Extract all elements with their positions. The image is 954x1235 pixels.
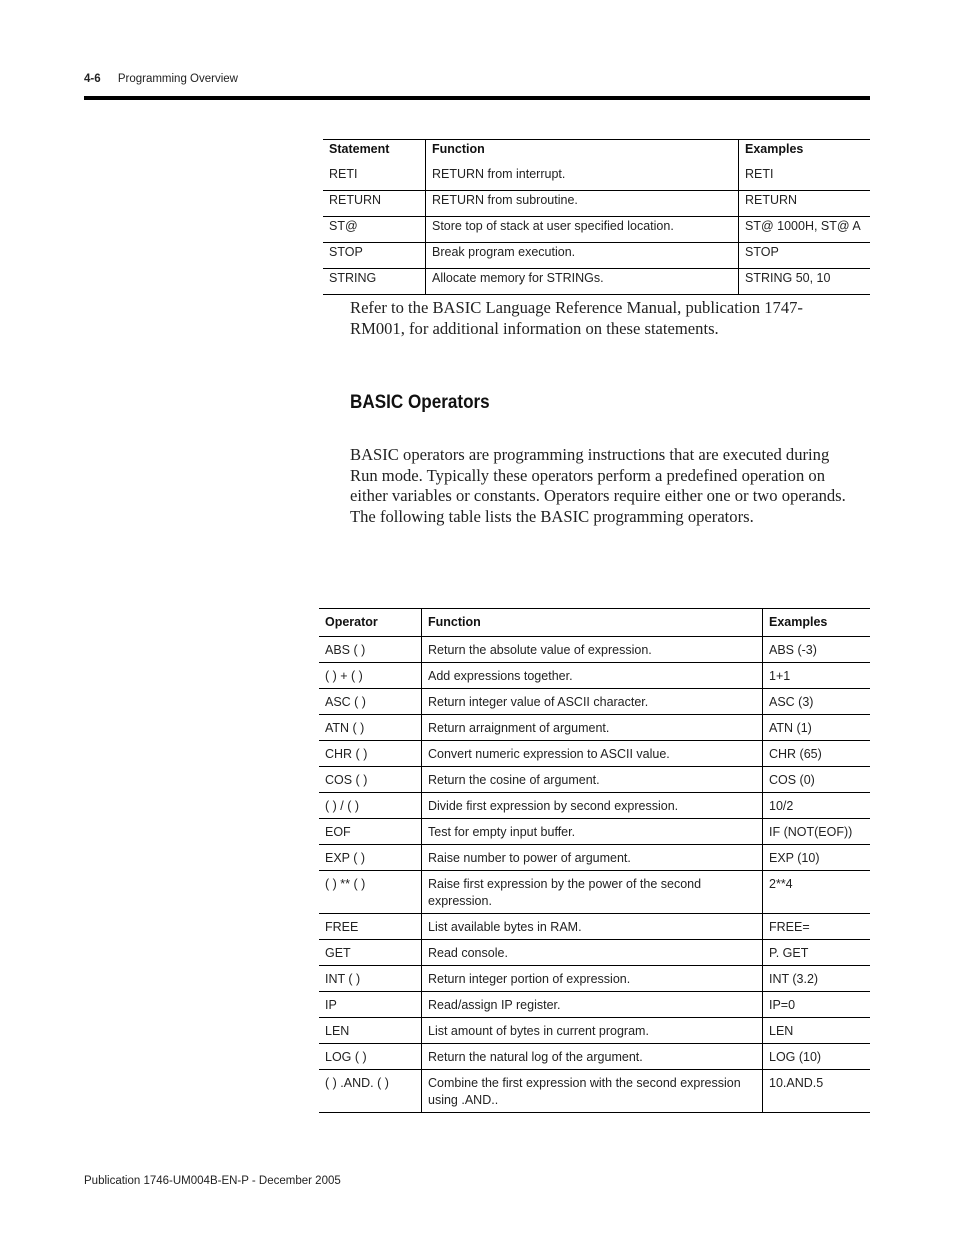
table-cell: IF (NOT(EOF)) (763, 819, 871, 845)
table-cell: Divide first expression by second expression. (422, 793, 763, 819)
table-cell: List amount of bytes in current program. (422, 1018, 763, 1044)
table-row (319, 966, 870, 992)
table-cell: ST@ (323, 217, 426, 243)
table-cell: ATN ( ) (319, 715, 422, 741)
table-cell: Combine the first expression with the second expression using .AND.. (422, 1070, 763, 1113)
page-number: 4-6 (84, 73, 101, 85)
table-cell: 10.AND.5 (763, 1070, 871, 1113)
table-cell: IP=0 (763, 992, 871, 1018)
table-header-row (323, 140, 870, 166)
table-cell: 10/2 (763, 793, 871, 819)
column-header: Function (426, 140, 739, 166)
table-cell: STRING (323, 269, 426, 295)
table-cell: INT ( ) (319, 966, 422, 992)
table-cell: IP (319, 992, 422, 1018)
table-cell: STRING 50, 10 (739, 269, 871, 295)
table-cell: Test for empty input buffer. (422, 819, 763, 845)
table-cell: LEN (763, 1018, 871, 1044)
table-cell: STOP (323, 243, 426, 269)
header-rule (84, 96, 870, 100)
header-section-title: Programming Overview (117, 73, 238, 85)
table-cell: Return the natural log of the argument. (422, 1044, 763, 1070)
table-cell: GET (319, 940, 422, 966)
table-row (319, 741, 870, 767)
table-cell: RETURN (739, 191, 871, 217)
operators-paragraph: BASIC operators are programming instructions that are executed during Run mode. Typically these operators perform a predefined operation on either variables or constants. Operators require either one or two operands. The following table lists the BASIC programming operators. (350, 445, 846, 526)
table-cell: EXP ( ) (319, 845, 422, 871)
table-cell: COS (0) (763, 767, 871, 793)
table-cell: Add expressions together. (422, 663, 763, 689)
table-cell: ATN (1) (763, 715, 871, 741)
table-cell: RETURN (323, 191, 426, 217)
table-cell: Break program execution. (426, 243, 739, 269)
table-cell: LOG (10) (763, 1044, 871, 1070)
table-cell: RETURN from interrupt. (426, 165, 739, 191)
table-row (319, 819, 870, 845)
table-row (323, 217, 870, 243)
table-cell: ABS ( ) (325, 643, 366, 657)
table-cell: RETI (329, 167, 358, 181)
table-row (319, 1070, 870, 1113)
table-row (319, 1018, 870, 1044)
operators-table (319, 608, 870, 1113)
table-row (323, 165, 870, 191)
page-footer: Publication 1746-UM004B-EN-P - December 2005 (84, 1175, 341, 1187)
table-cell: ST@ 1000H, ST@ A (739, 217, 871, 243)
table-row (319, 663, 870, 689)
table-cell: Return arraignment of argument. (422, 715, 763, 741)
table-header-row (319, 609, 870, 637)
table-row (319, 715, 870, 741)
table-cell: Return the cosine of argument. (422, 767, 763, 793)
statements-table (323, 139, 870, 295)
table-cell: P. GET (763, 940, 871, 966)
table-cell: ASC (3) (763, 689, 871, 715)
table-row (319, 689, 870, 715)
table-cell: INT (3.2) (763, 966, 871, 992)
table-row (319, 793, 870, 819)
table-cell: CHR (65) (763, 741, 871, 767)
column-header: Examples (763, 609, 871, 637)
table-cell: ( ) .AND. ( ) (319, 1070, 422, 1113)
column-header: Examples (739, 140, 871, 166)
table-cell: ( ) + ( ) (319, 663, 422, 689)
table-cell: 2**4 (763, 871, 871, 914)
table-cell: LEN (319, 1018, 422, 1044)
table-row (319, 871, 870, 914)
table-cell: RETURN from subroutine. (426, 191, 739, 217)
table-row (319, 992, 870, 1018)
table-cell: FREE= (763, 914, 871, 940)
table-cell: Raise first expression by the power of the second expression. (422, 871, 763, 914)
table-cell: Allocate memory for STRINGs. (426, 269, 739, 295)
table-cell: STOP (739, 243, 871, 269)
table-cell: Read/assign IP register. (422, 992, 763, 1018)
table-row (323, 191, 870, 217)
table-cell: Return integer value of ASCII character. (422, 689, 763, 715)
table-cell: List available bytes in RAM. (422, 914, 763, 940)
table-cell: EOF (319, 819, 422, 845)
table-row (319, 637, 870, 663)
table-cell: LOG ( ) (319, 1044, 422, 1070)
table-row (319, 845, 870, 871)
table-cell: COS ( ) (319, 767, 422, 793)
table-row (319, 940, 870, 966)
table-cell: EXP (10) (763, 845, 871, 871)
table-cell: 1+1 (763, 663, 871, 689)
table-row (323, 243, 870, 269)
table-cell: Convert numeric expression to ASCII value. (422, 741, 763, 767)
column-header: Statement (329, 142, 390, 156)
table-cell: Return integer portion of expression. (422, 966, 763, 992)
reference-paragraph: Refer to the BASIC Language Reference Manual, publication 1747-RM001, for additional information on these statements. (350, 298, 803, 338)
table-cell: ( ) / ( ) (319, 793, 422, 819)
table-row (319, 914, 870, 940)
column-header: Operator (319, 609, 422, 637)
table-cell: Return the absolute value of expression. (422, 637, 763, 663)
table-cell: ASC ( ) (319, 689, 422, 715)
table-row (319, 767, 870, 793)
table-cell: Raise number to power of argument. (422, 845, 763, 871)
table-cell: FREE (319, 914, 422, 940)
page-header (84, 73, 238, 85)
table-cell: ABS (-3) (763, 637, 871, 663)
table-cell: ( ) ** ( ) (319, 871, 422, 914)
table-row (319, 1044, 870, 1070)
table-cell: Read console. (422, 940, 763, 966)
column-header: Function (422, 609, 763, 637)
table-row (323, 269, 870, 295)
table-cell: Store top of stack at user specified location. (426, 217, 739, 243)
table-cell: CHR ( ) (319, 741, 422, 767)
table-cell: RETI (739, 165, 871, 191)
section-title: BASIC Operators (350, 392, 490, 413)
